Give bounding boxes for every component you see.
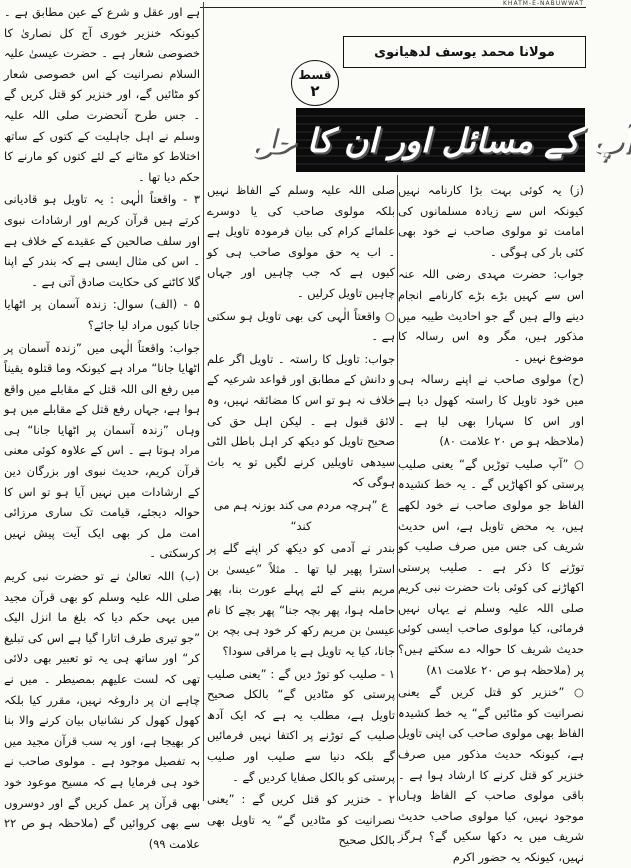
paragraph: ۲ - خنزیر کو قتل کریں گے : ”یعنی نصرانیت کو مٹادیں گے“ یہ تاویل بھی بالکل صحیح	[207, 792, 395, 848]
paragraph: جواب: حضرت مہدی رضی اللہ عنہ اس سے کہیں بڑے بڑے کارنامے انجام دینے والے ہیں گے جو احادیث طیبہ میں مذکور ہیں، مگر وہ اس رسالہ کا موضوع نہیں ۔	[398, 267, 584, 364]
paragraph: ۵ - (الف) سوال: زندہ آسمان پر اٹھایا جانا کیوں مراد لیا جائے؟	[4, 297, 200, 332]
paragraph: جواب: تاویل کا راستہ ۔ تاویل اگر علم و دانش کے مطابق اور قواعد شرعیہ کے خلاف نہ ہو تو اس کا مضائقہ نہیں، وہ لائق قبول ہے ۔ لیکن اہل حق کی صحیح تاویل کو دیکھ کر اہل باطل الٹی سیدھی تاویلیں کرنے لگیں تو یہ بات ہوگی کہ	[207, 351, 395, 490]
paragraph: (ز) یہ کوئی بہت بڑا کارنامہ نہیں کیونکہ اس سے زیادہ مسلمانوں کی امامت تو مولوی صاحب نے خود بھی کئی بار کی ہوگی ۔	[398, 183, 584, 259]
paragraph: بندر نے آدمی کو دیکھ کر اپنے گلے پر استرا پھیر لیا تھا ۔ مثلاً ”عیسیٰ بن مریم بننے کے لئے پہلے عورت بنا، پھر حاملہ ہوا، پھر بچہ جنا“ پھر بچے کا نام عیسیٰ بن مریم رکھ کر خود ہی بچہ بن جانا، کیا یہ تاویل ہے یا مراقی سودا؟	[207, 541, 395, 659]
article-title: آپ کے مسائل اور ان کا حل	[249, 120, 631, 160]
paragraph: ○ ”خنزیر کو قتل کریں گے یعنی نصرانیت کو مٹائیں گے“ یہ خط کشیدہ الفاظ بھی مولوی صاحب کی اپنی تاویل ہے، کیونکہ حدیث مذکور میں صرف خنزیر کو قتل کرنے کا ارشاد ہوا ہے ۔ باقی مولوی صاحب کے الفاظ وہاں موجود نہیں، کیا مولوی صاحب حدیث شریف میں یہ دکھا سکیں گے؟ ہرگز نہیں، کیونکہ یہ حضور اکرم	[398, 685, 584, 864]
paragraph: (ح) مولوی صاحب نے اپنے رسالہ ہی میں خود تاویل کا راستہ کھول دیا ہے اور اس کا سہارا بھی لیا ہے ۔ (ملاحظہ ہو ص ۲۰ علامت ۸۰)	[398, 372, 584, 449]
paragraph: (ب) اللہ تعالیٰ نے تو حضرت نبی کریم صلی اللہ علیہ وسلم کو بھی قرآن مجید میں یہی حکم دیا کہ بلغ ما انزل الیک ”جو تیری طرف اتارا گیا ہے اس کی تبلیغ کر“ اور ساتھ ہی یہ تو تعبیر بھی دلائی تھی کہ لست علیھم بمصیطر ۔ میں نے چاہے ان پر داروغہ نہیں، مقرر کیا بلکہ کھول کھول کر نشانیاں بیان کرنے والا بنا کر بھیجا ہے، اور یہ سب قرآن مجید میں بہ تفصیل موجود ہے ۔ مولوی صاحب نے خود ہی فرمایا ہے کہ مسیح موعود خود بھی قرآن پر عمل کریں گے اور دوسروں سے بھی کروائیں گے (ملاحظہ ہو ص ۲۲ علامت ۹۹)	[4, 569, 200, 851]
running-header: KHATM-E-NABUWWAT	[503, 0, 584, 7]
text-column-middle	[207, 180, 395, 848]
column-divider	[203, 2, 204, 801]
top-rule	[200, 7, 586, 8]
episode-number: ۲	[310, 82, 320, 100]
author-name: مولانا محمد یوسف لدھیانوی	[374, 44, 555, 60]
paragraph: ۳ - واقعتاً الٰہی : یہ تاویل ہو قادیانی کرتے ہیں قرآن کریم اور ارشادات نبوی اور سلف صالحین کے عقیدے کے خلاف ہے ۔ اس کی مثال ایسی ہے کہ بندر کے اپنا گلا کاٹنے کی حکایت صادق آتی ہے ۔	[4, 192, 200, 289]
paragraph: ہے اور عقل و شرع کے عین مطابق ہے ۔ کیونکہ خنزیر خوری آج کل نصاریٰ کا خصوصی شعار ہے ۔ حضرت عیسیٰ علیہ السلام نصرانیت کے اس خصوصی شعار کو مٹائیں گے، اور خنزیر کو قتل کریں گے ۔ جس طرح آنحضرت صلی اللہ علیہ وسلم نے اہل جاہلیت کے کتوں کے ساتھ اختلاط کو مٹانے کے لئے کتوں کو مارنے کا حکم دیا تھا ۔	[4, 5, 200, 184]
paragraph: ۱ - صلیب کو توڑ دیں گے : ”یعنی صلیب پرستی کو مٹادیں گے“ بالکل صحیح تاویل ہے، مطلب یہ ہے کہ ایک آدھ صلیب کے توڑنے پر اکتفا نہیں فرمائیں گے بلکہ دنیا سے صلیب اور صلیب پرستی کو بالکل صفایا کردیں گے ۔	[207, 666, 395, 784]
episode-badge	[291, 60, 339, 106]
paragraph: ع ”ہرچہ مردم می کند بوزنہ ہم می کند“	[214, 497, 388, 533]
author-byline-box	[343, 36, 586, 68]
paragraph: ○ ”آپ صلیب توڑیں گے“ یعنی صلیب پرستی کو اکھاڑیں گے ۔ یہ خط کشیدہ الفاظ جو مولوی صاحب نے خود لکھے ہیں، یہ محض تاویل ہے، اس حدیث شریف کی جس میں صرف صلیب کو توڑنے کا ذکر ہے ۔ صلیب پرستی اکھاڑنے کی کوئی بات حضرت نبی کریم صلی اللہ علیہ وسلم نے یہاں نہیں فرمائی، کیا مولوی صاحب ایسی کوئی حدیث شریف کا حوالہ دے سکتے ہیں؟ پر (ملاحظہ ہو ص ۲۰ علامت ۸۱)	[398, 456, 584, 677]
column-divider	[397, 175, 398, 801]
text-column-left	[4, 2, 200, 851]
episode-label: قسط	[298, 68, 332, 82]
paragraph: ○ واقعتاً الٰہی کی بھی تاویل ہو سکتی ہے ۔	[207, 308, 395, 344]
article-title-banner	[249, 108, 631, 172]
paragraph: جواب: واقعتاً الٰہی میں ”زندہ آسمان پر اٹھایا جانا“ مراد ہے کیونکہ وما قتلوہ یقیناً میں رفع الی اللہ قتل کے مقابلے میں واقع ہوا ہے، جہاں رفع قتل کے مقابلے میں ہو وہاں ”زندہ آسمان پر اٹھایا جانا“ ہی مراد ہوتا ہے ۔ اس کے علاوہ کوئی معنی قرآن کریم، حدیث نبوی اور بزرگان دین کے ارشادات میں نہیں آیا ہو تو اس کا حوالہ دیجئے، قیامت تک ساری مرزائی امت مل کر بھی ایک آیت پیش نہیں کرسکتی ۔	[4, 340, 200, 561]
paragraph: صلی اللہ علیہ وسلم کے الفاظ نہیں بلکہ مولوی صاحب کی یا دوسرے علمائے کرام کی بیان فرمودہ تاویل ہے ۔ اب یہ حق مولوی صاحب ہی کو کیوں ہے کہ جب چاہیں اور جہاں چاہیں تاویل کرلیں ۔	[207, 183, 395, 300]
text-column-right	[398, 180, 584, 864]
